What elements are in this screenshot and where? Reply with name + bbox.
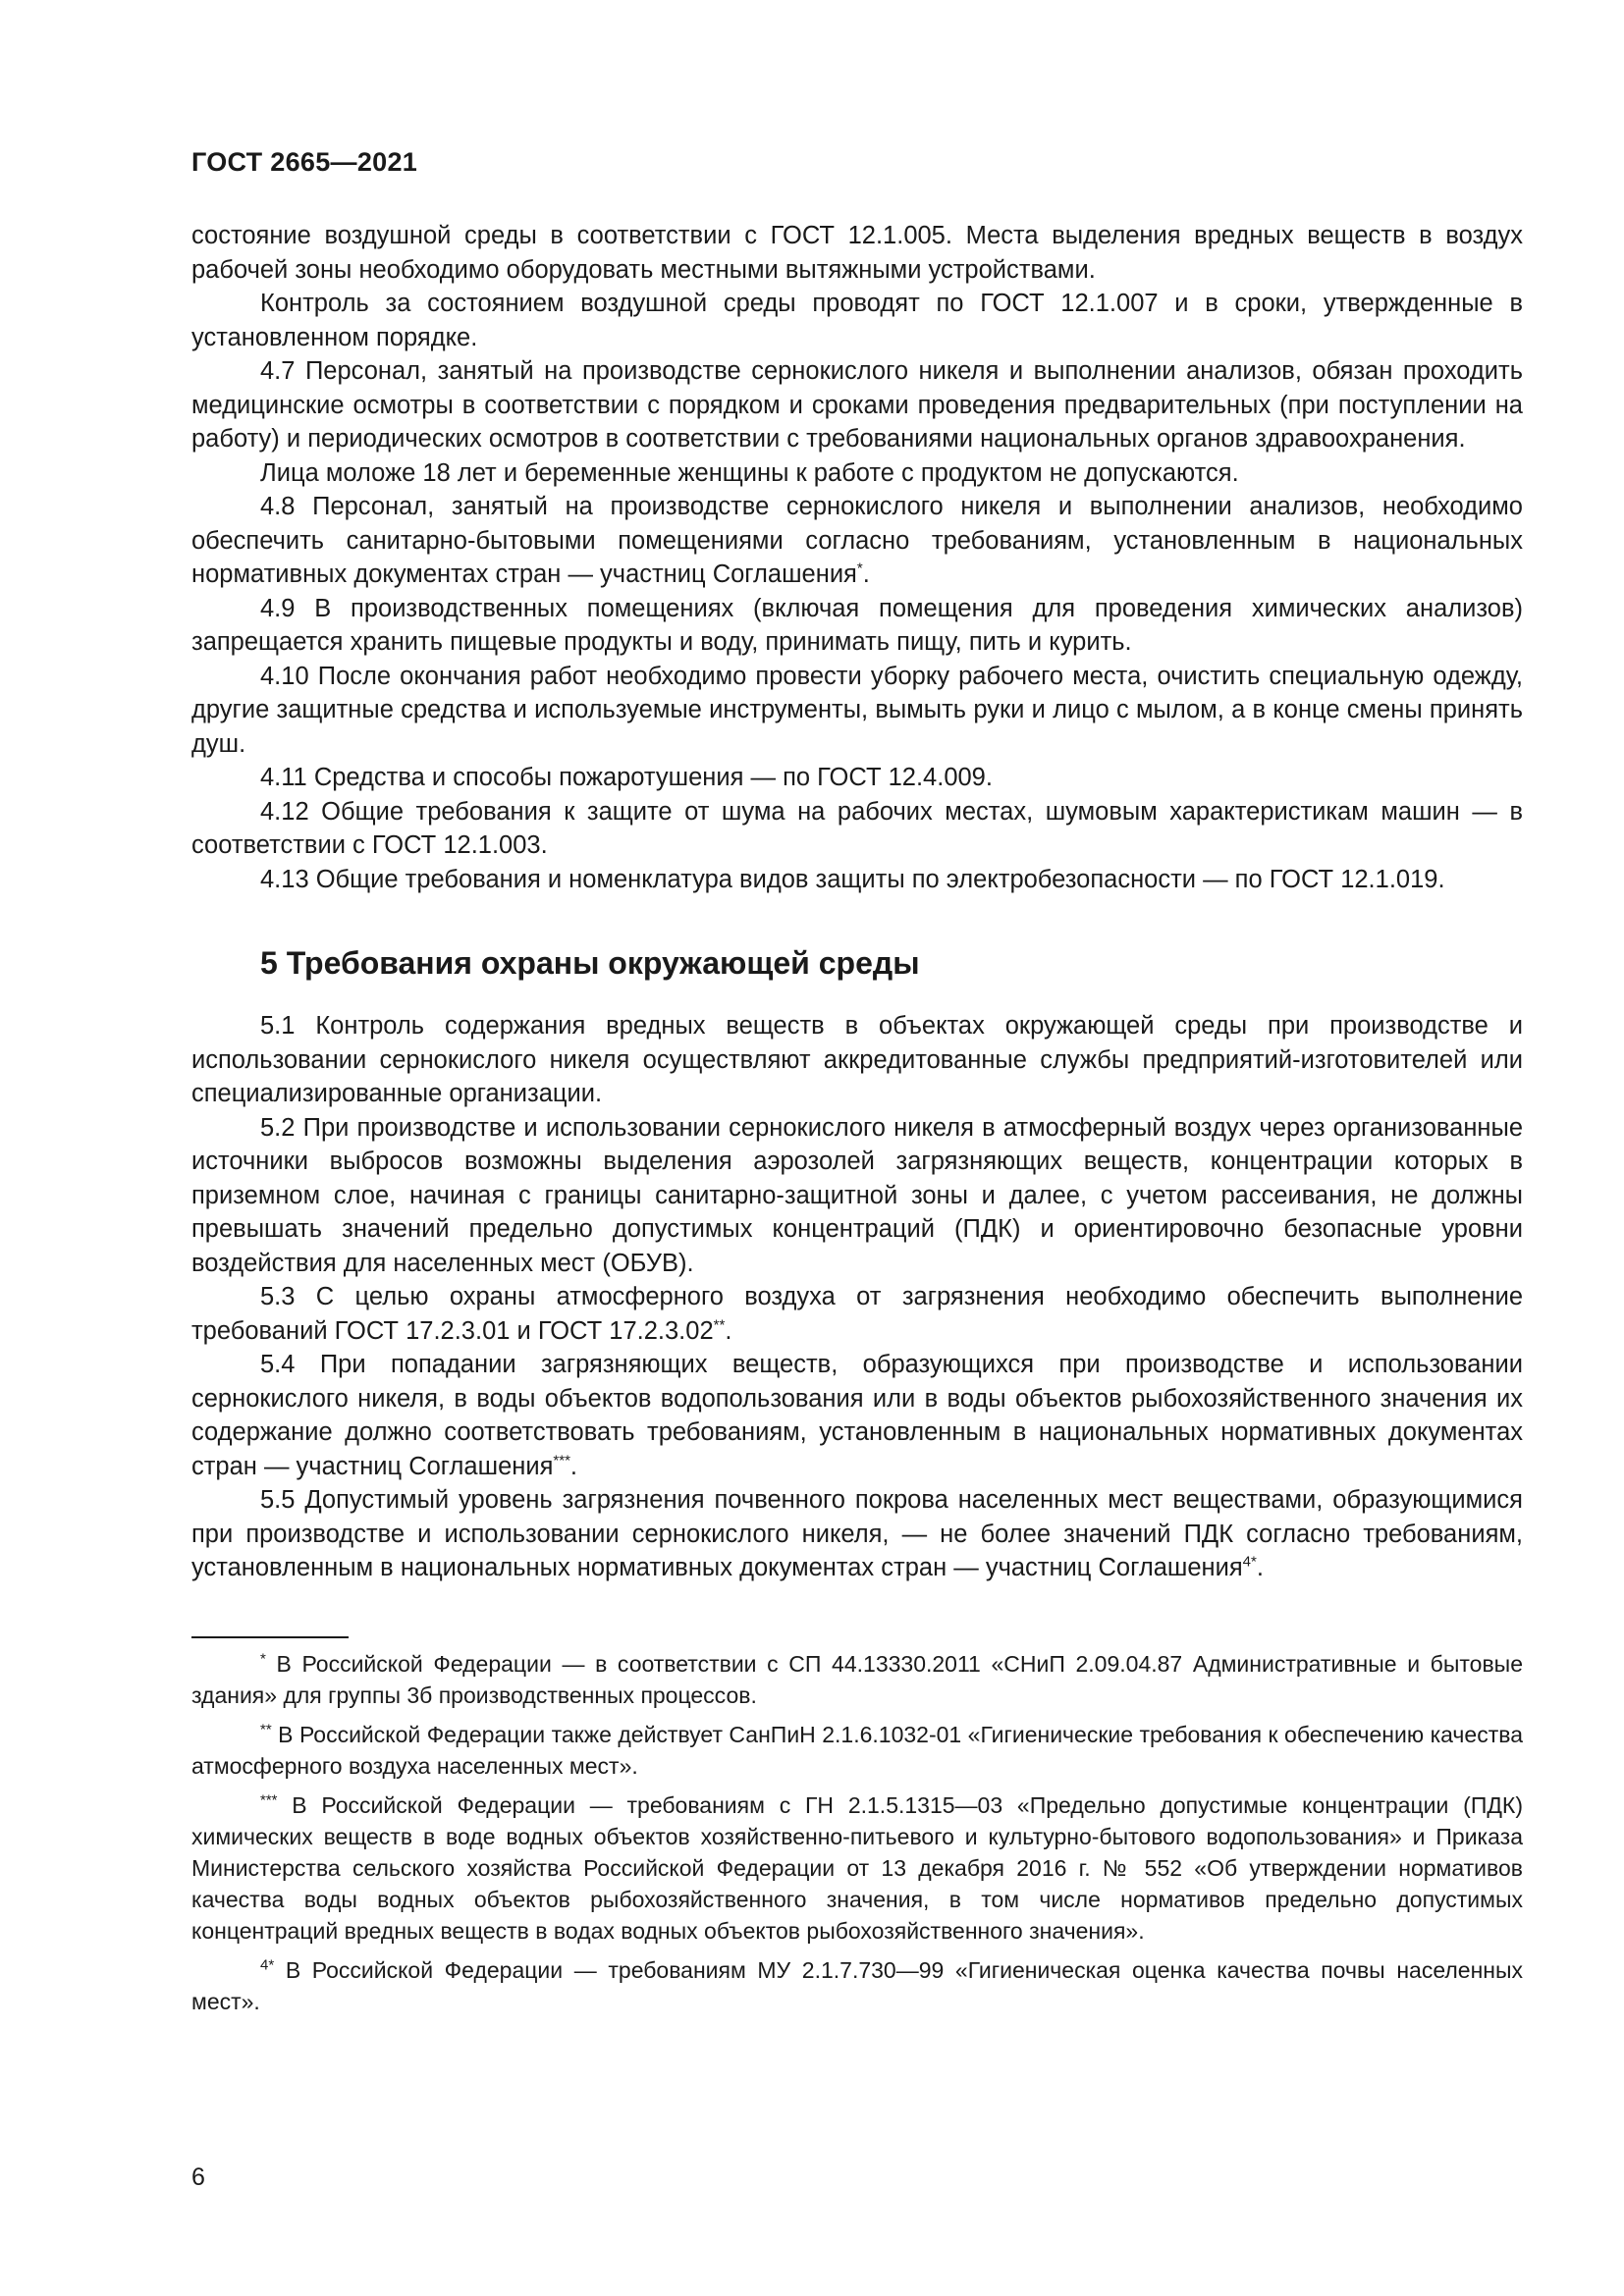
footnote: *** В Российской Федерации — требованиям с ГН 2.1.5.1315—03 «Предельно допустимые концентрации (ПДК) химических веществ в воде водных объектов хозяйственно-питьевого и культурно-бытового водопользования» и Приказа Министерства сельского хозяйства Российской Федерации от 13 декабря 2016 г. № 552 «Об утверждении нормативов качества воды водных объектов рыбохозяйственного значения, в том числе нормативов предельно допустимых концентраций вредных веществ в водах водных объектов рыбохозяйственного значения».: [191, 1790, 1523, 1944]
footnote-ref: ***: [553, 1452, 570, 1468]
paragraph: Лица моложе 18 лет и беременные женщины к работе с продуктом не допускаются.: [260, 458, 1239, 487]
footnote-mark: 4*: [260, 1955, 275, 1973]
paragraph-4-11: 4.11 Средства и способы пожаротушения — по ГОСТ 12.4.009.: [260, 764, 993, 791]
footnote-divider: [191, 1636, 349, 1638]
paragraph-5-3: 5.3 С целью охраны атмосферного воздуха от загрязнения необходимо обеспечить выполнение требований ГОСТ 17.2.3.01 и ГОСТ 17.2.3.02**.: [191, 1283, 1523, 1345]
paragraph-5-2: 5.2 При производстве и использовании сернокислого никеля в атмосферный воздух через организованные источники выбросов возможны выделения аэрозолей загрязняющих веществ, концентрации которых в приземном слое, начиная с границы санитарно-защитной зоны и далее, с учетом рассеивания, не должны превышать значений предельно допустимых концентраций (ПДК) и ориентировочно безопасные уровни воздействия для населенных мест (ОБУВ).: [191, 1113, 1523, 1277]
paragraph-4-10: 4.10 После окончания работ необходимо провести уборку рабочего места, очистить специальную одежду, другие защитные средства и используемые инструменты, вымыть руки и лицо с мылом, а в конце смены принять душ.: [191, 662, 1523, 758]
footnote-mark: ***: [260, 1790, 278, 1808]
paragraph-4-8: 4.8 Персонал, занятый на производстве сернокислого никеля и выполнении анализов, необходимо обеспечить санитарно-бытовыми помещениями согласно требованиям, установленным в национальных нормативных документах стран — участниц Соглашения*.: [191, 493, 1523, 588]
footnote: * В Российской Федерации — в соответствии с СП 44.13330.2011 «СНиП 2.09.04.87 Административные и бытовые здания» для группы 3б производственных процессов.: [191, 1649, 1523, 1708]
footnote-ref: 4*: [1242, 1553, 1257, 1571]
paragraph: Контроль за состоянием воздушной среды проводят по ГОСТ 12.1.007 и в сроки, утвержденные в установленном порядке.: [191, 290, 1523, 351]
document-page: [191, 147, 1523, 2025]
footnote-ref: *: [856, 560, 863, 577]
body-text-section5: [191, 1009, 1523, 1585]
footnote: $^{4*}$ В Российской Федерации — требованиям МУ 2.1.7.730—99 «Гигиеническая оценка качества почвы населенных мест».: [191, 1955, 1523, 2014]
paragraph-4-9: 4.9 В производственных помещениях (включая помещения для проведения химических анализов) запрещается хранить пищевые продукты и воду, принимать пищу, пить и курить.: [191, 594, 1523, 656]
footnote-mark: **: [260, 1720, 272, 1737]
document-header: ГОСТ 2665—2021: [191, 147, 418, 177]
paragraph-4-12: 4.12 Общие требования к защите от шума на рабочих местах, шумовым характеристикам машин — в соответствии с ГОСТ 12.1.003.: [191, 797, 1523, 859]
section-title: 5 Требования охраны окружающей среды: [260, 945, 920, 981]
page-number: 6: [191, 2163, 205, 2191]
body-text-top: [191, 219, 1523, 896]
footnote-ref: **: [713, 1316, 726, 1333]
paragraph-5-4: 5.4 При попадании загрязняющих веществ, образующихся при производстве и использовании сернокислого никеля, в воды объектов водопользования или в воды объектов рыбохозяйственного значения их содержание должно соответствовать требованиям, установленным в национальных нормативных документах стран — участниц Соглашения***.: [191, 1351, 1523, 1480]
footnote: ** В Российской Федерации также действует СанПиН 2.1.6.1032-01 «Гигиенические требования к обеспечению качества атмосферного воздуха населенных мест».: [191, 1720, 1523, 1779]
paragraph-5-1: 5.1 Контроль содержания вредных веществ в объектах окружающей среды при производстве и использовании сернокислого никеля осуществляют аккредитованные службы предприятий-изготовителей или специализированные организации.: [191, 1012, 1523, 1107]
footnote-mark: *: [260, 1649, 266, 1667]
paragraph-4-7: 4.7 Персонал, занятый на производстве сернокислого никеля и выполнении анализов, обязан проходить медицинские осмотры в соответствии с порядком и сроками проведения предварительных (при поступлении на работу) и периодических осмотров в соответствии с требованиями национальных органов здравоохранения.: [191, 357, 1523, 453]
paragraph-continuation: состояние воздушной среды в соответствии с ГОСТ 12.1.005. Места выделения вредных веществ в воздух рабочей зоны необходимо оборудовать местными вытяжными устройствами.: [191, 222, 1523, 284]
footnotes: [191, 1636, 1523, 2017]
paragraph-4-13: 4.13 Общие требования и номенклатура видов защиты по электробезопасности — по ГОСТ 12.1.019.: [260, 865, 1445, 893]
paragraph-5-5: 5.5 Допустимый уровень загрязнения почвенного покрова населенных мест веществами, образующимися при производстве и использовании сернокислого никеля, — не более значений ПДК согласно требованиям, установленным в национальных нормативных документах стран — участниц Соглашения$^{4*}$.: [191, 1486, 1523, 1581]
